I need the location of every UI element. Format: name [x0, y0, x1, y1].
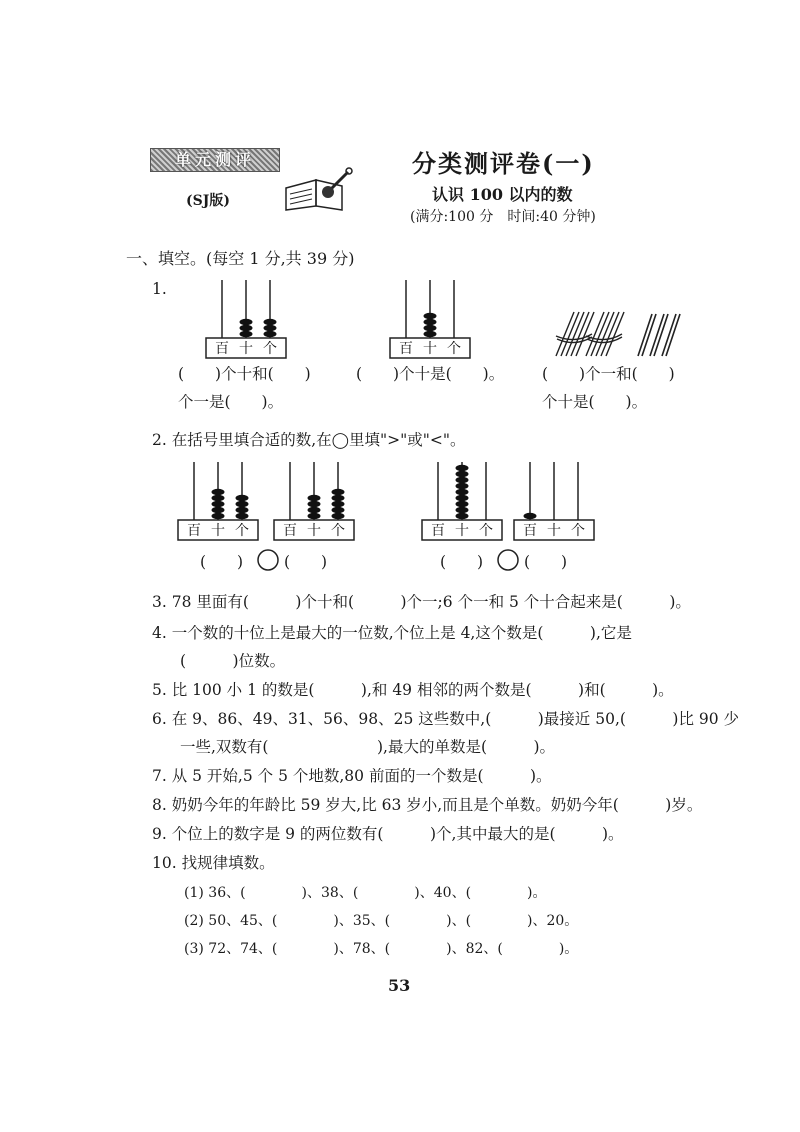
abacus-q1-a — [204, 276, 288, 360]
q2-blank-right-2: ( ) — [524, 553, 568, 571]
abacus-place-label: 个 — [479, 523, 493, 539]
abacus-bead — [212, 489, 225, 495]
compare-circle-icon — [496, 548, 520, 576]
abacus-bead — [424, 319, 437, 325]
abacus-place-label: 十 — [547, 523, 561, 539]
abacus-bead — [456, 483, 469, 489]
q2-blank-left-1: ( ) — [200, 553, 244, 571]
question-5: 5. 比 100 小 1 的数是( ),和 49 相邻的两个数是( )和( )。 — [152, 681, 674, 699]
question-10-3: (3) 72、74、( )、78、( )、82、( )。 — [184, 941, 579, 957]
abacus-place-label: 十 — [239, 341, 253, 357]
abacus-bead — [524, 513, 537, 519]
abacus-place-label: 十 — [423, 341, 437, 357]
abacus-place-label: 个 — [235, 523, 249, 539]
abacus-place-label: 百 — [187, 523, 201, 539]
compare-circle-icon — [256, 548, 280, 576]
book-illustration-icon — [282, 166, 354, 216]
abacus-place-label: 个 — [263, 341, 277, 357]
page-number: 53 — [388, 976, 411, 995]
abacus-place-label: 百 — [215, 341, 229, 357]
abacus-place-label: 百 — [283, 523, 297, 539]
abacus-bead — [456, 513, 469, 519]
q2-blank-left-2: ( ) — [440, 553, 484, 571]
abacus-q2-2 — [272, 458, 356, 542]
abacus-bead — [456, 489, 469, 495]
abacus-bead — [212, 501, 225, 507]
abacus-place-label: 十 — [211, 523, 225, 539]
abacus-bead — [424, 313, 437, 319]
question-7: 7. 从 5 开始,5 个 5 个地数,80 前面的一个数是( )。 — [152, 767, 552, 785]
abacus-place-label: 百 — [431, 523, 445, 539]
abacus-bead — [236, 495, 249, 501]
abacus-bead — [236, 513, 249, 519]
q2-instruction: 2. 在括号里填合适的数,在◯里填">"或"<"。 — [152, 431, 466, 449]
abacus-bead — [332, 513, 345, 519]
abacus-bead — [236, 507, 249, 513]
abacus-bead — [424, 325, 437, 331]
q1-b-line1: ( )个十是( )。 — [356, 365, 505, 383]
q1-a-line1: ( )个十和( ) — [178, 365, 311, 383]
question-4-cont: ( )位数。 — [180, 652, 286, 670]
abacus-bead — [264, 325, 277, 331]
abacus-bead — [264, 331, 277, 337]
q1-a-line2: 个一是( )。 — [178, 393, 284, 411]
question-10-1: (1) 36、( )、38、( )、40、( )。 — [184, 885, 547, 901]
abacus-place-label: 个 — [331, 523, 345, 539]
abacus-bead — [456, 477, 469, 483]
abacus-place-label: 十 — [307, 523, 321, 539]
abacus-bead — [456, 465, 469, 471]
abacus-q2-3 — [420, 458, 504, 542]
abacus-bead — [308, 501, 321, 507]
q2-blank-right-1: ( ) — [284, 553, 328, 571]
question-6-cont: 一些,双数有( ),最大的单数是( )。 — [180, 738, 556, 756]
abacus-place-label: 百 — [523, 523, 537, 539]
abacus-place-label: 百 — [399, 341, 413, 357]
abacus-bead — [236, 501, 249, 507]
abacus-bead — [212, 507, 225, 513]
page-subtitle: 认识 100 以内的数 — [432, 185, 573, 204]
score-time-info: (满分:100 分 时间:40 分钟) — [410, 209, 596, 225]
abacus-q2-1 — [176, 458, 260, 542]
question-9: 9. 个位上的数字是 9 的两位数有( )个,其中最大的是( )。 — [152, 825, 624, 843]
abacus-bead — [240, 331, 253, 337]
abacus-bead — [240, 325, 253, 331]
unit-badge: 单元测评 — [150, 148, 280, 172]
question-3: 3. 78 里面有( )个十和( )个一;6 个一和 5 个十合起来是( )。 — [152, 593, 691, 611]
abacus-q1-b — [388, 276, 472, 360]
abacus-bead — [424, 331, 437, 337]
question-6: 6. 在 9、86、49、31、56、98、25 这些数中,( )最接近 50,( )比 90 少 — [152, 710, 740, 728]
abacus-bead — [308, 495, 321, 501]
question-8: 8. 奶奶今年的年龄比 59 岁大,比 63 岁小,而且是个单数。奶奶今年( )岁。 — [152, 796, 703, 814]
bundled-sticks-icon — [548, 306, 688, 366]
abacus-bead — [332, 489, 345, 495]
abacus-bead — [456, 501, 469, 507]
abacus-place-label: 十 — [455, 523, 469, 539]
question-10: 10. 找规律填数。 — [152, 854, 275, 872]
abacus-bead — [212, 495, 225, 501]
question-10-2: (2) 50、45、( )、35、( )、( )、20。 — [184, 913, 579, 929]
abacus-bead — [332, 495, 345, 501]
q1-number: 1. — [152, 280, 167, 298]
abacus-bead — [456, 471, 469, 477]
abacus-bead — [240, 319, 253, 325]
question-4: 4. 一个数的十位上是最大的一位数,个位上是 4,这个数是( ),它是 — [152, 624, 632, 642]
abacus-bead — [332, 507, 345, 513]
abacus-bead — [264, 319, 277, 325]
q1-c-line2: 个十是( )。 — [542, 393, 648, 411]
abacus-bead — [308, 507, 321, 513]
abacus-bead — [332, 501, 345, 507]
abacus-bead — [212, 513, 225, 519]
abacus-q2-4 — [512, 458, 596, 542]
abacus-bead — [456, 507, 469, 513]
q1-c-line1: ( )个一和( ) — [542, 365, 675, 383]
abacus-bead — [308, 513, 321, 519]
edition-label: (SJ版) — [186, 193, 230, 209]
section-heading: 一、填空。(每空 1 分,共 39 分) — [126, 249, 355, 268]
abacus-place-label: 个 — [447, 341, 461, 357]
page-title: 分类测评卷(一) — [412, 149, 595, 178]
abacus-bead — [456, 495, 469, 501]
abacus-place-label: 个 — [571, 523, 585, 539]
